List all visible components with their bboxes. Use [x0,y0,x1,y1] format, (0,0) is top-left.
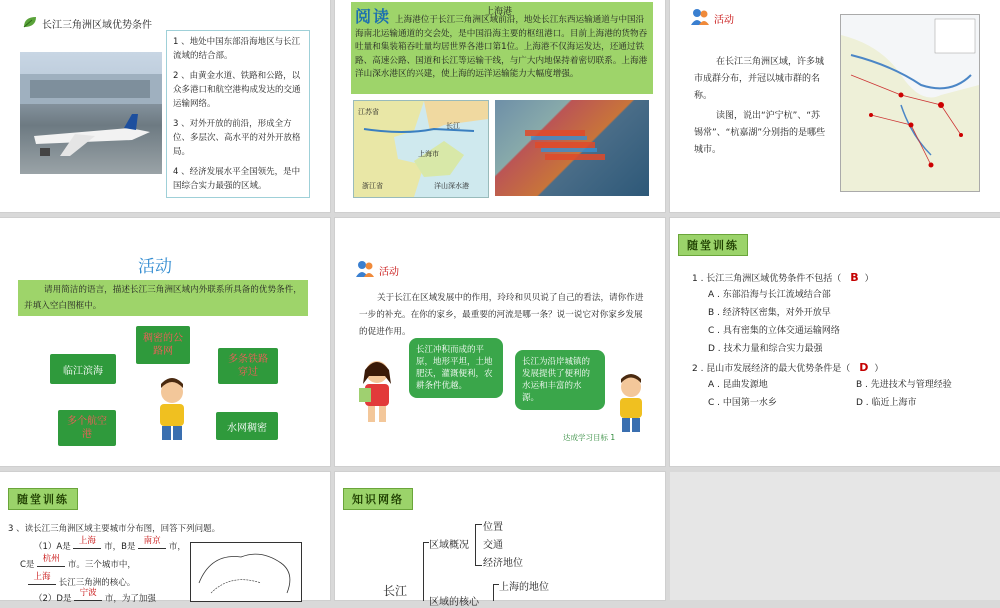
q1-option-a: A . 东部沿海与长江流域结合部 [708,290,831,300]
city-distribution-map [840,14,980,192]
bubble-multiple-airports: 多个航空港 [58,410,116,446]
bubble-dense-highways: 稠密的公路网 [136,326,190,364]
advantages-box [166,30,310,198]
question-3: 3 、读长江三角洲区域主要城市分布图，回答下列问题。 [8,524,221,534]
activity-title: 活动 [138,257,172,277]
practice-badge: 随堂训练 [678,234,748,256]
advantage-point-2: 2 、由黄金水道、铁路和公路，以众多港口和航空港构成发达的交通运输网络。 [173,71,301,109]
activity-people-icon [690,8,710,30]
bubble-river-and-sea: 临江滨海 [50,354,116,384]
practice-badge: 随堂训练 [8,488,78,510]
advantage-point-1: 1 、地处中国东部沿海地区与长江流域的结合部。 [173,37,301,61]
activity-text: 关于长江在区域发展中的作用，玲玲和贝贝说了自己的看法，请你作进一步的补充。在你的家乡，最重要的河流是哪一条？说一说它对你家乡发展的促进作用。 [359,293,644,337]
city-outline-map [190,542,302,602]
map-label-jiangsu: 江苏省 [358,108,379,116]
mindmap-leaf-location: 位置 [483,522,503,533]
mindmap-leaf-economy: 经济地位 [483,558,523,569]
q3-line-4: （2）D是 宁波 市，为了加强 [34,588,156,604]
question-2: 2 . 昆山市发展经济的最大优势条件是（ D ） [692,361,884,374]
mindmap-leaf-transport: 交通 [483,540,503,551]
boy-cartoon-icon [150,378,194,446]
slide-thumbnail-7[interactable] [0,472,330,604]
answer-b: 南京 [138,534,166,549]
knowledge-network-badge: 知识网络 [343,488,413,510]
q2-option-b: B . 先进技术与管理经验 [856,380,952,390]
slide-thumbnail-8[interactable] [335,472,665,608]
slide-thumbnail-4[interactable] [0,218,330,466]
q1-option-d: D . 技术力量和综合实力最强 [708,344,823,354]
reading-badge: 阅读 [355,7,392,26]
slide-thumbnail-2[interactable] [335,0,665,212]
question-1-answer: B [850,271,859,284]
q2-option-a: A . 昆曲发源地 [708,380,768,390]
reading-text: 上海港位于长江三角洲区域前沿，地处长江东西运输通道与中国沿海南北运输通道的交会处，是中国沿海主要的枢纽港口。目前上海港的货物吞吐量和集装箱吞吐量均居世界各港口第1位。上海港不仅海运发达，还通过铁路、高速公路、国道和长江等运输干线，与广大内地保持着密切联系。上海港洋山深水港区的兴建，使上海的远洋运输能力大幅度增强。 [355,15,648,79]
learning-goal-footer: 达成学习目标 1 [563,433,616,442]
mindmap-branch-core: 区域的核心 [429,597,479,608]
slide-thumbnail-1[interactable] [0,0,330,212]
map-label-changjiang: 长江 [446,122,460,130]
slide-thumbnail-3[interactable] [670,0,1000,212]
q2-option-c: C . 中国第一水乡 [708,398,777,408]
q3-line-1: （1）A是 上海 市，B是 南京 市， [34,536,186,552]
mindmap-root: 长江 [383,584,408,598]
activity-label: 活动 [714,15,734,26]
advantage-point-4: 4 、经济发展水平全国领先，是中国综合实力最强的区域。 [173,167,301,191]
leaf-icon [22,14,38,33]
activity-people-icon [355,260,375,282]
slide-title: 长江三角洲区域优势条件 [42,20,152,31]
girl-cartoon-icon [355,358,399,428]
mindmap-bracket-1 [475,524,482,566]
reading-title: 上海港 [485,7,513,17]
activity-instruction: 请用简洁的语言，描述长江三角洲区域内外联系所具备的优势条件，并填入空白图框中。 [18,280,308,316]
bubble-multiple-railways: 多条铁路穿过 [218,348,278,384]
q3-line-2: C是 杭州 市。三个城市中， [20,554,136,570]
port-photo [495,100,649,196]
question-2-answer: D [859,361,869,374]
empty-slot [670,472,1000,600]
speech-bubble-beibei: 长江为沿岸城镇的发展提供了便利的水运和丰富的水源。 [515,350,605,410]
question-1: 1 . 长江三角洲区域优势条件不包括（ B ） [692,271,874,284]
q1-option-b: B . 经济特区密集，对外开放早 [708,308,831,318]
activity-label: 活动 [379,267,399,278]
airport-photo [20,52,162,174]
slide-thumbnail-6[interactable] [670,218,1000,466]
answer-c: 杭州 [37,552,65,567]
activity-paragraph-1: 在长江三角洲区域，许多城市成群分布，并冠以城市群的名称。 [694,57,825,101]
q1-option-c: C . 具有密集的立体交通运输网络 [708,326,840,336]
mindmap-branch-overview: 区域概况 [429,540,469,551]
map-label-zhejiang: 浙江省 [362,182,383,190]
shanghai-map [353,100,489,198]
mindmap-leaf-shanghai: 上海的地位 [499,582,549,593]
answer-a: 上海 [73,534,101,549]
map-label-yangshan: 洋山深水港 [434,182,469,190]
q2-option-d: D . 临近上海市 [856,398,917,408]
bubble-dense-waterways: 水网稠密 [216,412,278,440]
answer-d: 宁波 [74,586,102,601]
map-label-shanghai: 上海市 [418,150,439,158]
answer-core: 上海 [28,570,56,585]
speech-bubble-lingling: 长江冲积而成的平原，地形平坦，土地肥沃，灌溉便利，农耕条件优越。 [409,338,503,398]
advantage-point-3: 3 、对外开放的前沿，形成全方位、多层次、高水平的对外开放格局。 [173,119,301,157]
activity-paragraph-2: 读图，说出“沪宁杭”、“苏锡常”、“杭嘉湖”分别指的是哪些城市。 [694,111,825,155]
slide-thumbnail-5[interactable] [335,218,665,466]
q3-line-3: 上海 长江三角洲的核心。 [28,576,135,591]
boy-cartoon-icon [611,374,651,438]
